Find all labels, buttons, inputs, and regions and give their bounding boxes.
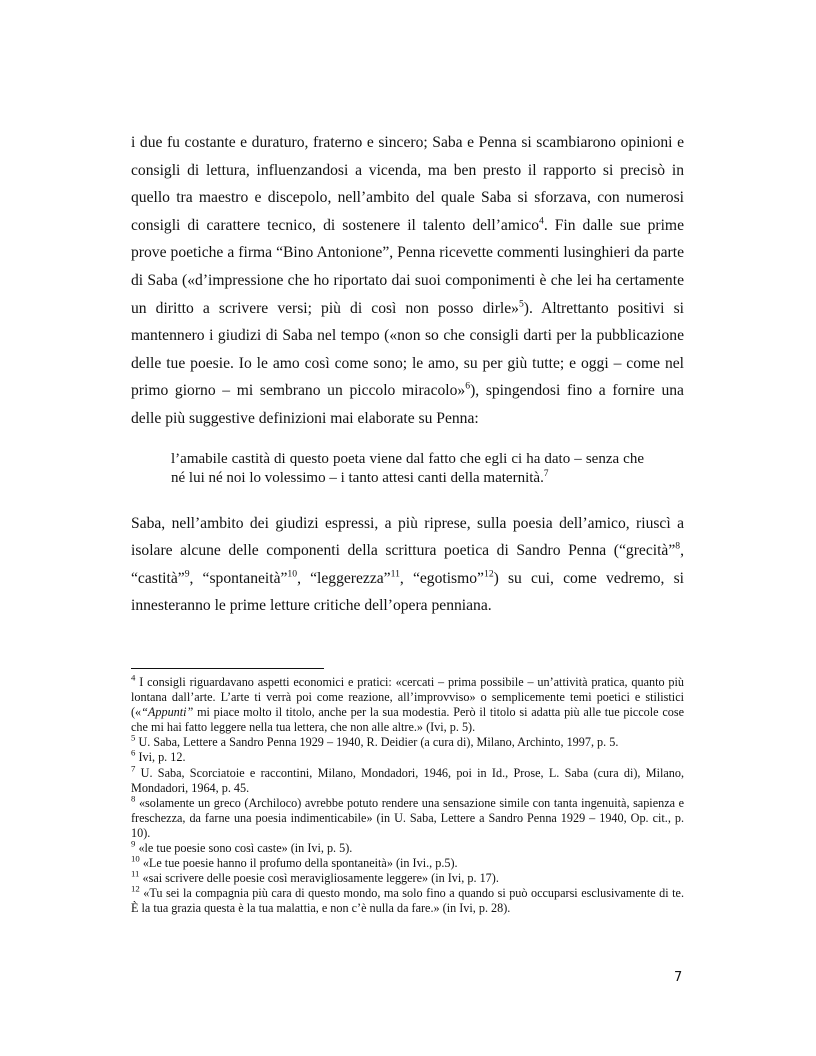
footnote-separator — [131, 668, 324, 669]
paragraph-2: Saba, nell’ambito dei giudizi espressi, a più riprese, sulla poesia dell’amico, riuscì a isolare alcune delle componenti della scrittura poetica di Sandro Penna (“grecità”$^8$, “castità”$^9$, “spontaneità”$^{10}$, “leggerezza”$^{11}$, “egotismo”$^{12}$) su cui, come vedremo, si innesteranno le prime letture critiche dell’opera penniana. — [131, 514, 684, 615]
footnote-5: $^5$ U. Saba, Lettere a Sandro Penna 1929 – 1940, R. Deidier (a cura di), Milano, Archinto, 1997, p. 5. — [131, 733, 619, 750]
footnote-10: $^{10}$ «Le tue poesie hanno il profumo della spontaneità» (in Ivi., p.5). — [131, 853, 458, 871]
footnote-ref-9: 9 — [184, 568, 190, 580]
footnote-ref-12: 12 — [483, 568, 494, 580]
footnote-7: $^7$ U. Saba, Scorciatoie e raccontini, Milano, Mondadori, 1946, poi in Id., Prose, L. Saba (cura di), Milano, Mondadori, 1964, p. 45. — [131, 763, 684, 795]
footnote-4: $^4$ I consigli riguardavano aspetti economici e pratici: «cercati – prima possibile – un’attività pratica, quanto più lontana dall’arte. L’arte ti verrà poi come reazione, all’improvviso» o semplicemente temi poetici e stilistici («“Appunti” mi piace molto il titolo, anche per la sua modestia. Però il titolo si adatta più alle tue piccole cose che mi hai fatto leggere nella tua lettera, che non alle altre.» (Ivi, p. 5). — [131, 672, 684, 735]
footnote-ref-11: 11 — [390, 568, 400, 580]
page-number: 7 — [674, 970, 683, 985]
body-text — [131, 129, 684, 620]
paragraph-1: i due fu costante e duraturo, fraterno e sincero; Saba e Penna si scambiarono opinioni e consigli di lettura, influenzandosi a vicenda, ma ben presto il rapporto si precisò in quello tra maestro e discepolo, nell’ambito del quale Saba si sforzava, con numerosi consigli di carattere tecnico, di sostenere il talento dell’amico$^4$. Fin dalle sue prime prove poetiche a firma “Bino Antonione”, Penna ricevette commenti lusinghieri da parte di Saba («d’impressione che ho riportato dai suoi componimenti è che lei ha certamente un diritto a scrivere versi; più di così non posso dirle»$^5$). Altrettanto positivi si mantennero i giudizi di Saba nel tempo («non so che consigli darti per la pubblicazione delle tue poesie. Io le amo così come sono; le amo, su per giù tutte; e oggi – come nel primo giorno – mi sembrano un piccolo miracolo»$^6$), spingendosi fino a fornire una delle più suggestive definizioni mai elaborate su Penna: — [131, 134, 684, 427]
footnote-9: $^9$ «le tue poesie sono così caste» (in Ivi, p. 5). — [131, 838, 353, 856]
footnote-ref-5: 5 — [518, 298, 524, 310]
footnote-11: $^{11}$ «sai scrivere delle poesie così meravigliosamente leggere» (in Ivi, p. 17). — [131, 868, 499, 886]
footnote-ref-10: 10 — [287, 568, 298, 580]
footnote-ref-4: 4 — [539, 215, 544, 227]
footnote-ref-8: 8 — [675, 540, 681, 552]
footnote-ref-7: 7 — [543, 469, 549, 479]
footnote-8: $^8$ «solamente un greco (Archiloco) avrebbe potuto rendere una sensazione simile con tanta ingenuità, sapienza e freschezza, da farne una poesia indimenticabile» (in U. Saba, Lettere a Sandro Penna 1929 – 1940, Op. cit., p. 10). — [131, 793, 684, 840]
footnotes — [131, 672, 684, 917]
footnote-12: $^{12}$ «Tu sei la compagnia più cara di questo mondo, ma solo fino a quando si può occuparsi esclusivamente di te. È la tua grazia questa è la tua malattia, e non c’è nulla da fare.» (in Ivi, p. 28). — [131, 884, 684, 916]
footnote-6: $^6$ Ivi, p. 12. — [131, 748, 186, 765]
footnote-ref-6: 6 — [465, 381, 471, 393]
block-quote: l’amabile castità di questo poeta viene dal fatto che egli ci ha dato – senza che né lui né noi lo volessimo – i tanto attesi canti della maternità.$^7$ — [171, 450, 644, 487]
